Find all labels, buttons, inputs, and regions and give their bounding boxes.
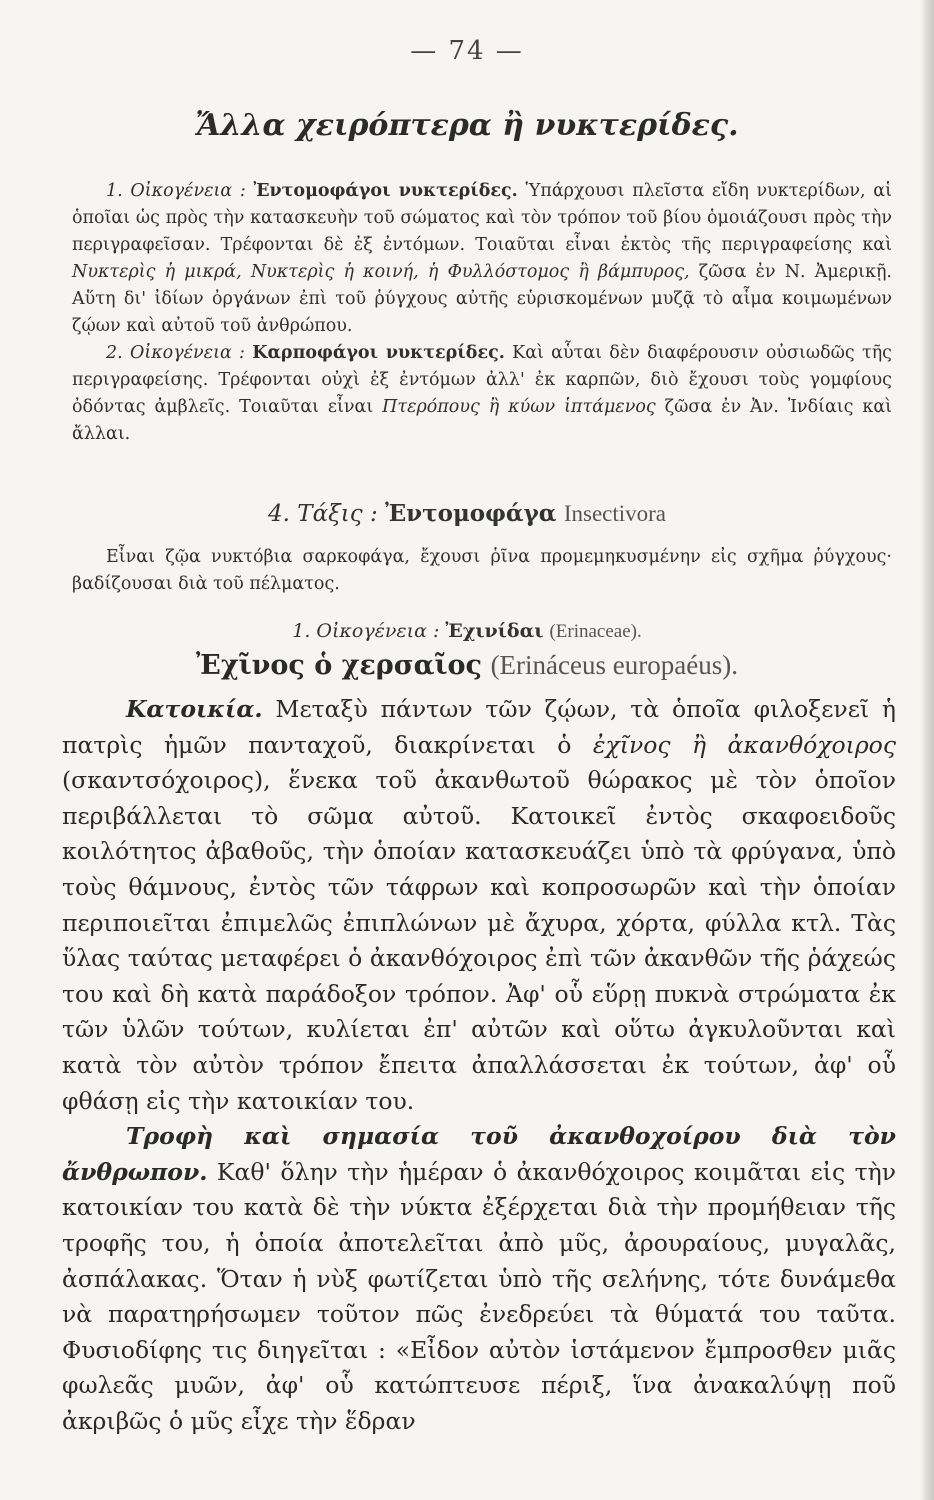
order-heading xyxy=(0,500,934,527)
order-label: 4. Τάξις : xyxy=(267,501,378,527)
family-3-name: Ἐχινίδαι xyxy=(445,620,544,642)
family-2-label: 2. Οἰκογένεια : xyxy=(106,343,245,363)
family-1-text-1: Ὑπάρχουσι πλεῖστα εἴδη νυκτερίδων, αἱ ὁποῖαι ὡς πρὸς τὴν κατασκευὴν τοῦ σώματος καὶ τὸν τρόπον τοῦ βίου ὁμοιάζουσι πρὸς τὴν περιγραφεῖσαν. Τρέφονται δὲ ἐξ ἐντόμων. Τοιαῦται εἶναι ἐκτὸς τῆς περιγραφείσης καὶ xyxy=(72,181,892,255)
habitat-text-2: (σκαντσόχοιρος), ἕνεκα τοῦ ἀκανθωτοῦ θώρακος μὲ τὸν ὁποῖον περιβάλλεται τὸ σῶμα αὐτοῦ. Κατοικεῖ ἐντὸς σκαφοειδοῦς κοιλότητος ἀβαθοῦς, τὴν ὁποίαν κατασκευάζει ὑπὸ τὰ φρύγανα, ὑπὸ τοὺς θάμνους, ἐντὸς τῶν τάφρων καὶ κοπροσωρῶν καὶ τὴν ὁποίαν περιποιεῖται ἐπιμελῶς ἐπιπλώνων μὲ ἄχυρα, χόρτα, φύλλα κτλ. Τὰς ὕλας ταύτας μεταφέρει ὁ ἀκανθόχοιρος ἐπὶ τῶν ἀκανθῶν τῆς ῥάχεώς του καὶ δὴ κατὰ παράδοξον τρόπον. Ἀφ' οὗ εὕρῃ πυκνὰ στρώματα ἐκ τῶν ὑλῶν τούτων, κυλίεται ἐπ' αὐτῶν καὶ οὕτω ἀγκυλοῦνται καὶ κατὰ τὸν αὐτὸν τρόπον ἔπειτα ἀπαλλάσσεται ἐκ τούτων, ἀφ' οὗ φθάσῃ εἰς τὴν κατοικίαν του. xyxy=(62,766,896,1115)
species-heading xyxy=(0,650,934,681)
main-text xyxy=(62,692,896,1439)
order-latin: Insectivora xyxy=(563,501,667,526)
family-3-latin: (Erinaceae). xyxy=(549,621,642,642)
section-title: Ἄλλα χειρόπτερα ἢ νυκτερίδες. xyxy=(195,108,739,143)
family-1-text-2: ζῶσα ἐν Ν. Ἀμερικῇ. Αὕτη δι' ἰδίων ὀργάνων ἐπὶ τοῦ ῥύγχους αὐτῆς εὑρισκομένων μυζᾷ τὸ αἷμα κοιμωμένων ζῴων καὶ αὐτοῦ τοῦ ἀνθρώπου. xyxy=(72,262,892,336)
food-paragraph xyxy=(62,1119,896,1439)
habitat-paragraph xyxy=(62,692,896,1119)
page-number: — 74 — xyxy=(410,36,524,66)
family-2-text-1: Καὶ αὗται δὲν διαφέρουσιν οὐσιωδῶς τῆς περιγραφείσης. Τρέφονται οὐχὶ ἐξ ἐντόμων ἀλλ' ἐκ καρπῶν, διὸ ἔχουσι τοὺς γομφίους ὀδόντας ἀμβλεῖς. Τοιαῦται εἶναι xyxy=(72,343,892,417)
family-1-label: 1. Οἰκογένεια : xyxy=(106,181,246,201)
order-name: Ἐντομοφάγα xyxy=(385,500,557,527)
food-label: Τροφὴ καὶ σημασία τοῦ ἀκανθοχοίρου διὰ τὸν ἄνθρωπον. xyxy=(62,1122,896,1186)
food-text-1: Καθ' ὅλην τὴν ἡμέραν ὁ ἀκανθόχοιρος κοιμᾶται εἰς τὴν κατοικίαν του κατὰ δὲ τὴν νύκτα ἐξέρχεται διὰ τὴν προμήθειαν τῆς τροφῆς του, ἡ ὁποία ἀποτελεῖται ἀπὸ μῦς, ἀρουραίους, μυγαλᾶς, ἀσπάλακας. Ὅταν ἡ νὺξ φωτίζεται ὑπὸ τῆς σελήνης, τότε δυνάμεθα νὰ παρατηρήσωμεν τοῦτον πῶς ἐνεδρεύει τὰ θύματά του ταῦτα. Φυσιοδίφης τις διηγεῖται : «Εἶδον αὐτὸν ἱστάμενον ἔμπροσθεν μιᾶς φωλεᾶς μυῶν, ἀφ' οὗ κατώπτευσε πέριξ, ἵνα ἀνακαλύψῃ ποῦ ἀκριβῶς ὁ μῦς εἶχε τὴν ἕδραν xyxy=(62,1157,896,1435)
species-name: Ἐχῖνος ὁ χερσαῖος xyxy=(196,650,482,681)
order-text: Εἶναι ζῷα νυκτόβια σαρκοφάγα, ἔχουσι ῥῖνα προμεμηκυσμένην εἰς σχῆμα ῥύγχους· βαδίζουσαι διὰ τοῦ πέλματος. xyxy=(72,547,892,594)
family-3-heading xyxy=(0,620,934,643)
family-1-paragraph xyxy=(72,178,892,448)
species-latin: (Erináceus europaéus). xyxy=(490,650,738,680)
order-description xyxy=(72,544,892,598)
family-1-name: Ἐντομοφάγοι νυκτερίδες. xyxy=(253,181,518,201)
family-2-text-2: ζῶσα ἐν Ἀν. Ἰνδίαις καὶ ἄλλαι. xyxy=(72,397,893,444)
family-3-label: 1. Οἰκογένεια : xyxy=(292,620,440,642)
habitat-text-1: Μεταξὺ πάντων τῶν ζῴων, τὰ ὁποῖα φιλοξενεῖ ἡ πατρὶς ἡμῶν πανταχοῦ, διακρίνεται ὁ xyxy=(62,695,896,759)
family-2-species: Πτερόπους ἢ κύων ἱπτάμενος xyxy=(382,397,656,417)
habitat-label: Κατοικία. xyxy=(126,695,263,723)
habitat-species: ἐχῖνος ἢ ἀκανθόχοιρος xyxy=(592,730,896,759)
family-1-species: Νυκτερὶς ἡ μικρά, Νυκτερὶς ἡ κοινή, ἡ Φυλλόστομος ἢ βάμπυρος, xyxy=(72,262,690,282)
page-edge-shadow xyxy=(920,0,934,1500)
family-2-name: Καρποφάγοι νυκτερίδες. xyxy=(252,343,505,363)
